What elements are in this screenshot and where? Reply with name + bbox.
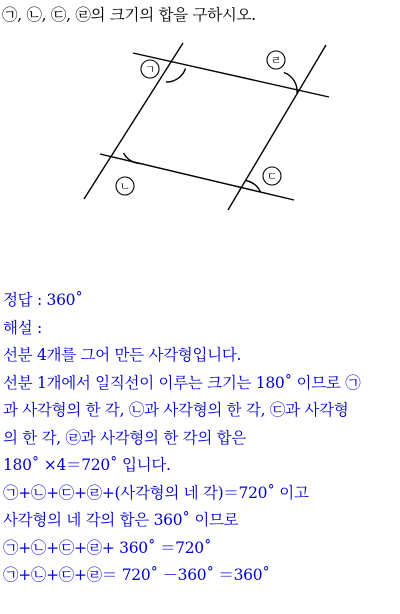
quadrilateral-figure (0, 28, 400, 228)
label-d-text: ㄹ (270, 54, 282, 67)
explanation-heading: 해설 : (3, 318, 42, 337)
figure-svg (0, 28, 400, 228)
answer-block (3, 287, 398, 590)
arc-a (166, 69, 186, 83)
explanation-line: 180˚ ×4＝720˚ 입니다. (3, 456, 171, 474)
label-b (116, 177, 134, 195)
explanation-line: ㉠+㉡+㉢+㉣＝ 720˚ －360˚ ＝360˚ (3, 566, 270, 584)
explanation-line: ㉠+㉡+㉢+㉣+(사각형의 네 각)＝720˚ 이고 (3, 483, 309, 502)
line-right (228, 45, 326, 210)
explanation-line: 선분 1개에서 일직선이 이루는 크기는 180˚ 이므로 ㉠ (3, 373, 361, 392)
explanation-line: 선분 4개를 그어 만든 사각형입니다. (3, 346, 242, 364)
explanation-line: 사각형의 네 각의 합은 360˚ 이므로 (3, 511, 239, 529)
explanation-line: ㉠+㉡+㉢+㉣+ 360˚ ＝720˚ (3, 538, 212, 557)
question-text: ㉠, ㉡, ㉢, ㉣의 크기의 합을 구하시오. (2, 6, 256, 24)
label-b-text: ㄴ (119, 180, 131, 193)
label-a (141, 60, 159, 78)
arc-b (124, 153, 141, 164)
explanation-line: 과 사각형의 한 각, ㉡과 사각형의 한 각, ㉢과 사각형 (3, 401, 349, 419)
explanation-line: 의 한 각, ㉣과 사각형의 한 각의 합은 (3, 428, 246, 447)
label-c-text: ㄷ (266, 170, 278, 183)
label-a-text: ㄱ (144, 63, 156, 76)
answer-line: 정답 : 360˚ (3, 291, 83, 309)
line-left (84, 43, 183, 199)
arc-d (284, 73, 297, 94)
label-d (267, 51, 285, 69)
label-c (263, 167, 281, 185)
